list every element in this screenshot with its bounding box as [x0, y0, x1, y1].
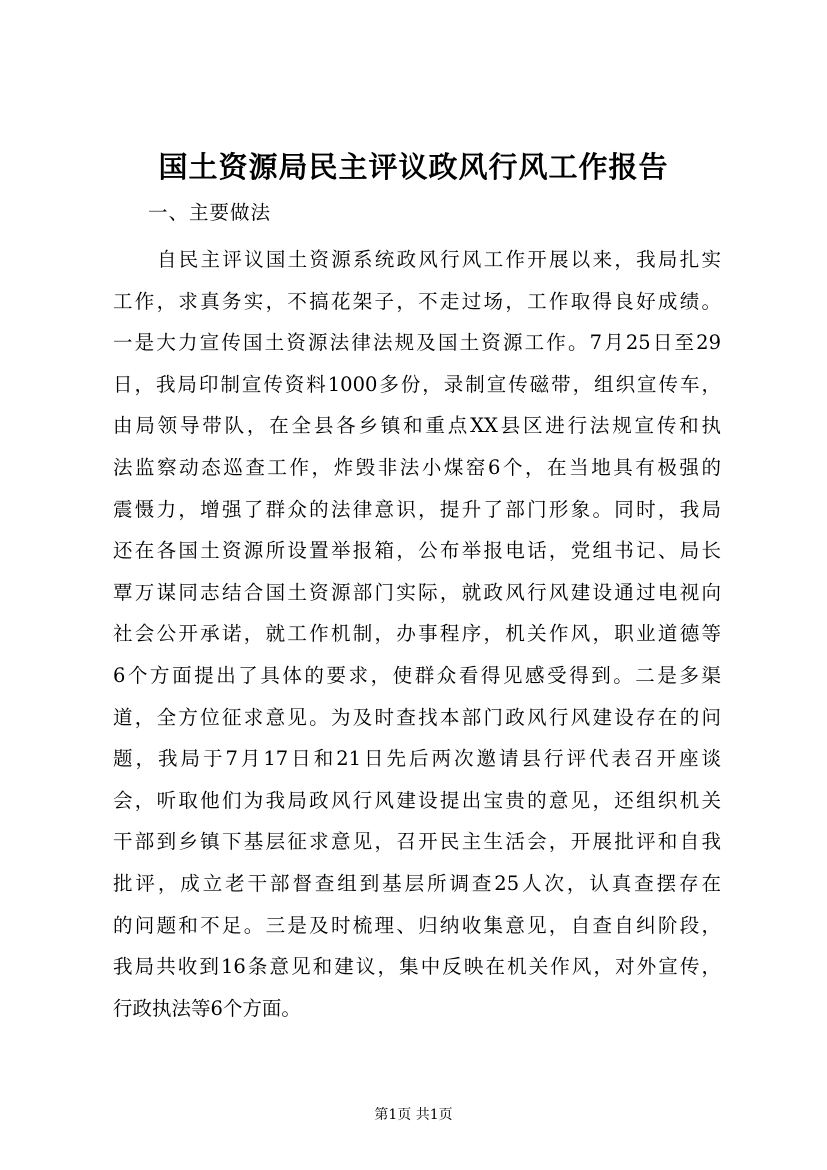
paragraph-line: 我局共收到16条意见和建议，集中反映在机关作风，对外宣传， [113, 955, 721, 979]
paragraph-line: 行政执法等6个方面。 [113, 996, 301, 1020]
paragraph-line: 一是大力宣传国土资源法律法规及国土资源工作。7月25日至29 [113, 331, 721, 355]
paragraph-line: 震慑力，增强了群众的法律意识，提升了部门形象。同时，我局 [113, 497, 721, 521]
body-paragraph [113, 239, 721, 1029]
paragraph-line: 道，全方位征求意见。为及时查找本部门政风行风建设存在的问 [113, 705, 721, 729]
paragraph-line: 还在各国土资源所设置举报箱，公布举报电话，党组书记、局长 [113, 539, 721, 563]
paragraph-line: 法监察动态巡查工作，炸毁非法小煤窑6个，在当地具有极强的 [113, 455, 721, 479]
document-title: 国土资源局民主评议政风行风工作报告 [158, 150, 669, 184]
paragraph-line: 会，听取他们为我局政风行风建设提出宝贵的意见，还组织机关 [113, 788, 721, 812]
paragraph-line: 覃万谋同志结合国土资源部门实际，就政风行风建设通过电视向 [113, 580, 721, 604]
paragraph-line: 6个方面提出了具体的要求，使群众看得见感受得到。二是多渠 [113, 663, 721, 687]
paragraph-line: 干部到乡镇下基层征求意见，召开民主生活会，开展批评和自我 [113, 830, 721, 854]
paragraph-line: 批评，成立老干部督查组到基层所调查25人次，认真查摆存在 [113, 871, 721, 895]
paragraph-line: 日，我局印制宣传资料1000多份，录制宣传磁带，组织宣传车， [113, 372, 721, 396]
paragraph-line: 由局领导带队，在全县各乡镇和重点XX县区进行法规宣传和执 [113, 414, 721, 438]
paragraph-line: 工作，求真务实，不搞花架子，不走过场，工作取得良好成绩。 [113, 289, 721, 313]
section-heading: 一、主要做法 [148, 201, 272, 224]
paragraph-line: 的问题和不足。三是及时梳理、归纳收集意见，自查自纠阶段， [113, 913, 721, 937]
paragraph-line: 自民主评议国土资源系统政风行风工作开展以来，我局扎实 [157, 248, 721, 271]
paragraph-line: 题，我局于7月17日和21日先后两次邀请县行评代表召开座谈 [113, 747, 721, 771]
paragraph-line: 社会公开承诺，就工作机制，办事程序，机关作风，职业道德等 [113, 622, 721, 646]
page-footer: 第1页 共1页 [374, 1107, 453, 1123]
